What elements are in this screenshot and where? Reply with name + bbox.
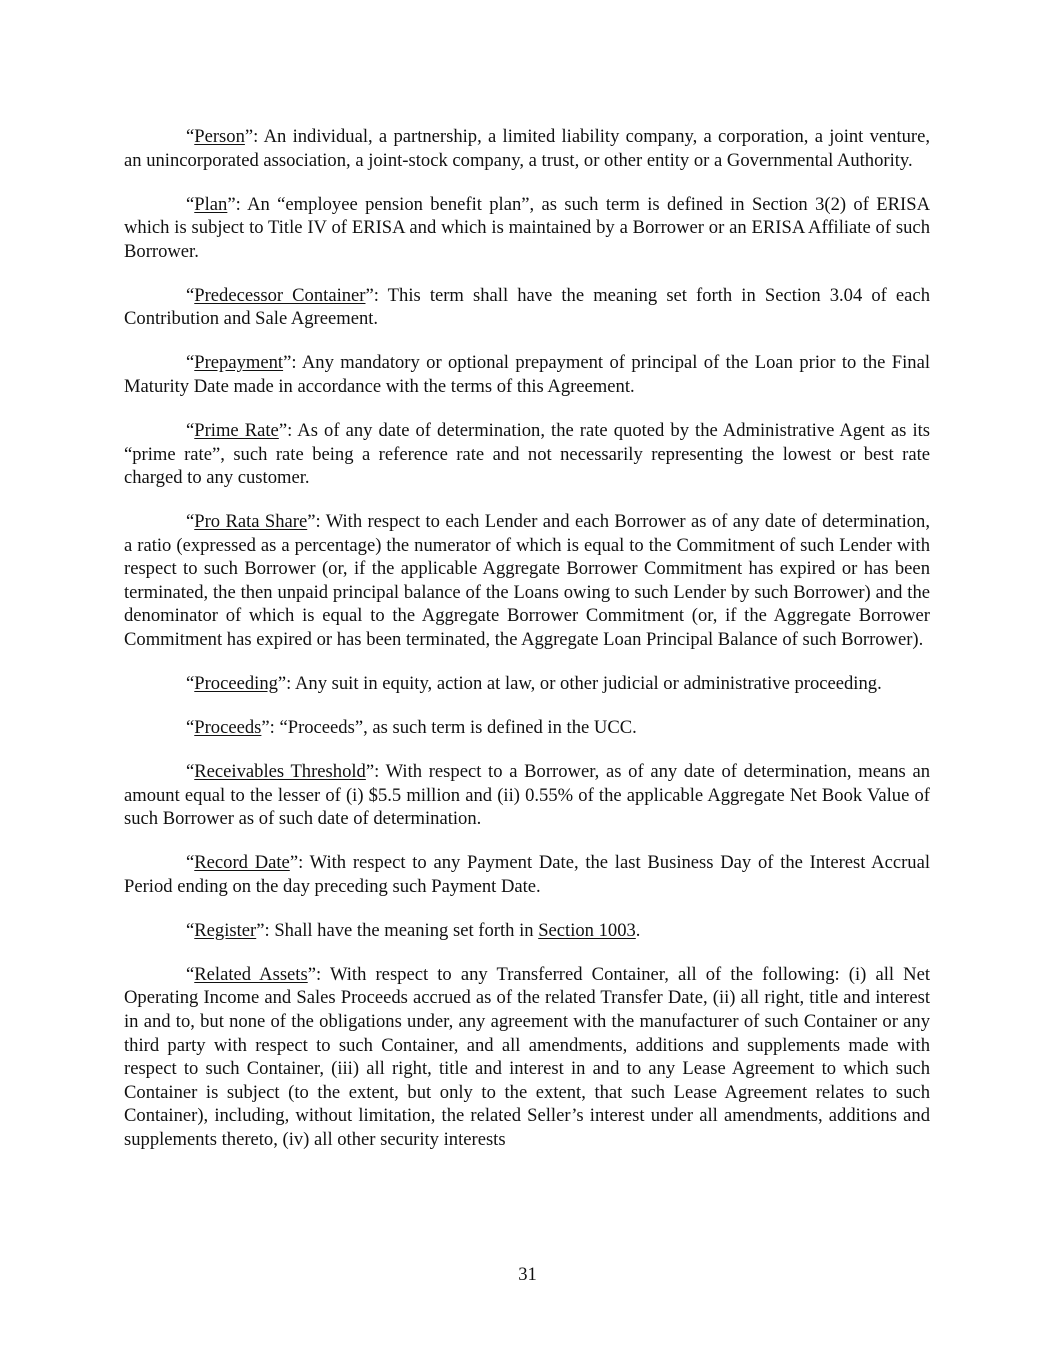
defined-term: Person <box>194 126 245 147</box>
open-quote: “ <box>186 963 195 985</box>
open-quote: “ <box>186 352 195 374</box>
definition-body: As of any date of determination, the rate quoted by the Administrative Agent as its “prime rate”, such rate being a reference rate and not necessarily representing the lowest or best rate charged to any customer. <box>124 419 931 489</box>
definition-body: An “employee pension benefit plan”, as such term is defined in Section 3(2) of ERISA which is subject to Title IV of ERISA and which is maintained by a Borrower or an ERISA Affiliate of such Borrower. <box>124 193 931 262</box>
defined-term: Pro Rata Share <box>194 511 308 533</box>
definition-prime-rate <box>124 419 930 490</box>
defined-term: Proceeds <box>194 717 262 739</box>
definition-register <box>124 919 930 943</box>
definition-record-date <box>124 851 930 898</box>
term-separator: ”: <box>365 284 388 306</box>
open-quote: “ <box>186 761 195 782</box>
term-separator: ”: <box>278 419 298 441</box>
term-separator: ”: <box>365 761 386 782</box>
defined-term: Prime Rate <box>194 419 279 441</box>
definition-body: This term shall have the meaning set forth in Section 3.04 of each Contribution and Sale Agreement. <box>124 284 930 330</box>
definition-person <box>124 125 930 172</box>
definition-tail: . <box>635 919 641 941</box>
defined-term: Register <box>194 919 257 941</box>
definition-plan <box>124 193 930 264</box>
defined-term: Plan <box>194 193 228 215</box>
definition-pro-rata-share <box>124 510 930 652</box>
document-page <box>124 125 930 1172</box>
definition-body: “Proceeds”, as such term is defined in the UCC. <box>279 717 637 739</box>
term-separator: ”: <box>261 717 280 739</box>
term-separator: ”: <box>289 852 310 874</box>
open-quote: “ <box>186 852 195 874</box>
open-quote: “ <box>186 193 195 215</box>
definition-proceeding <box>124 672 930 696</box>
definition-body: With respect to any Transferred Container, all of the following: (i) all Net Operating Income and Sales Proceeds accrued as of the related Transfer Date, (ii) all right, title and interest in and to, but none of the obligations under, any agreement with the manufacturer of such Container or any third party with respect to such Container, and all amendments, additions and supplements made with respect to such Container, (iii) all right, title and interest in and to any Lease Agreement to which such Container is subject (to the extent, but only to the extent, that such Lease Agreement relates to such Container), including, without limitation, the related Seller’s interest under all amendments, additions and supplements thereto, (iv) all other security interests <box>124 963 931 1150</box>
definition-body: With respect to any Payment Date, the last Business Day of the Interest Accrual Period ending on the day preceding such Payment Date. <box>124 852 930 897</box>
definition-receivables-threshold <box>124 760 930 831</box>
term-separator: ”: <box>307 963 330 985</box>
defined-term: Prepayment <box>194 352 284 374</box>
open-quote: “ <box>186 126 195 147</box>
definition-body: With respect to a Borrower, as of any date of determination, means an amount equal to the lesser of (i) $5.5 million and (ii) 0.55% of the applicable Aggregate Net Book Value of such Borrower as of such date of determination. <box>124 761 930 830</box>
defined-term: Predecessor Container <box>194 284 366 306</box>
definition-proceeds <box>124 716 930 740</box>
term-separator: ”: <box>256 919 275 941</box>
term-separator: ”: <box>227 193 248 215</box>
defined-term: Record Date <box>194 852 290 874</box>
section-cross-reference: Section 1003 <box>538 919 636 941</box>
definition-body: Any mandatory or optional prepayment of principal of the Loan prior to the Final Maturity Date made in accordance with the terms of this Agreement. <box>124 352 931 397</box>
page-number: 31 <box>518 1264 537 1285</box>
definition-body: Any suit in equity, action at law, or other judicial or administrative proceeding. <box>294 673 882 695</box>
definition-prepayment <box>124 351 930 398</box>
term-separator: ”: <box>244 126 264 147</box>
term-separator: ”: <box>277 673 295 695</box>
open-quote: “ <box>186 284 195 306</box>
open-quote: “ <box>186 511 195 533</box>
defined-term: Related Assets <box>194 963 308 985</box>
open-quote: “ <box>186 673 195 695</box>
open-quote: “ <box>186 717 195 739</box>
open-quote: “ <box>186 419 195 441</box>
open-quote: “ <box>186 919 195 941</box>
definition-body: An individual, a partnership, a limited liability company, a corporation, a joint venture, an unincorporated association, a joint-stock company, a trust, or other entity or a Governmental Authority. <box>124 126 931 171</box>
definition-predecessor-container <box>124 284 930 331</box>
definition-body: Shall have the meaning set forth in <box>274 919 539 941</box>
defined-term: Proceeding <box>194 673 278 695</box>
term-separator: ”: <box>307 511 326 533</box>
defined-term: Receivables Threshold <box>194 761 366 782</box>
definition-body: With respect to each Lender and each Borrower as of any date of determination, a ratio (expressed as a percentage) the numerator of which is equal to the Commitment of such Lender with respect to such Borrower (or, if the applicable Aggregate Borrower Commitment has expired or has been terminated, the then unpaid principal balance of the Loans owing to such Lender by such Borrower) and the denominator of which is equal to the Aggregate Borrower Commitment (or, if the Aggregate Borrower Commitment has expired or has been terminated, the Aggregate Loan Principal Balance of such Borrower). <box>124 511 930 651</box>
definition-related-assets <box>124 963 930 1152</box>
term-separator: ”: <box>283 352 302 374</box>
